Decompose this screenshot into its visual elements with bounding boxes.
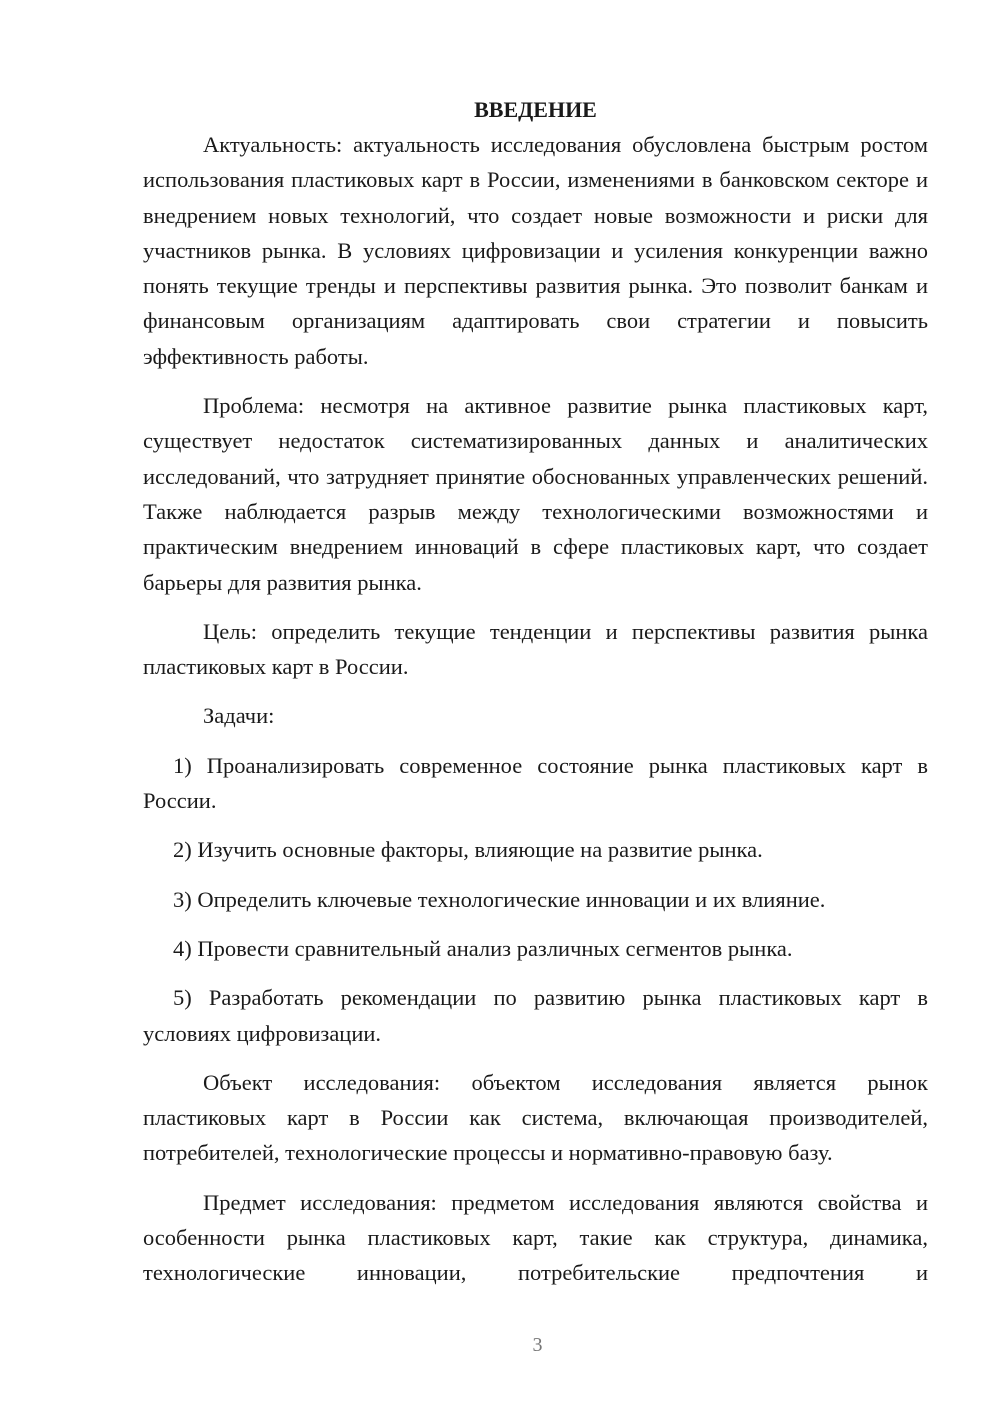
subject-paragraph: Предмет исследования: предметом исследования являются свойства и особенности рынка пластиковых карт, такие как структура, динамика, технологические инновации, потребительские предпочтения и [143, 1189, 928, 1286]
problem-paragraph: Проблема: несмотря на активное развитие рынка пластиковых карт, существует недостаток систематизированных данных и аналитических исследований, что затрудняет принятие обоснованных управленческих решений. Также наблюдается разрыв между технологическими возможностями и практическим внедрением инноваций в сфере пластиковых карт, что создает барьеры для развития рынка. [143, 393, 928, 595]
task-item-4: 4) Провести сравнительный анализ различных сегментов рынка. [173, 935, 793, 961]
object-paragraph: Объект исследования: объектом исследования является рынок пластиковых карт в России как система, включающая производителей, потребителей, технологические процессы и нормативно-правовую базу. [143, 1069, 928, 1166]
task-item-3: 3) Определить ключевые технологические инновации и их влияние. [173, 886, 826, 912]
relevance-paragraph: Актуальность: актуальность исследования обусловлена быстрым ростом использования пластиковых карт в России, изменениями в банковском секторе и внедрением новых технологий, что создает новые возможности и риски для участников рынка. В условиях цифровизации и усиления конкуренции важно понять текущие тренды и перспективы развития рынка. Это позволит банкам и финансовым организациям адаптировать свои стратегии и повысить эффективность работы. [143, 132, 928, 369]
task-item-5: 5) Разработать рекомендации по развитию рынка пластиковых карт в условиях цифровизации. [143, 985, 928, 1046]
page-number: 3 [532, 1334, 543, 1356]
document-page [143, 92, 928, 1291]
task-item-2: 2) Изучить основные факторы, влияющие на развитие рынка. [173, 837, 763, 863]
tasks-label: Задачи: [203, 703, 275, 729]
goal-paragraph: Цель: определить текущие тенденции и перспективы развития рынка пластиковых карт в России. [143, 618, 928, 680]
section-heading: ВВЕДЕНИЕ [474, 97, 597, 122]
task-item-1: 1) Проанализировать современное состояние рынка пластиковых карт в России. [143, 752, 928, 814]
